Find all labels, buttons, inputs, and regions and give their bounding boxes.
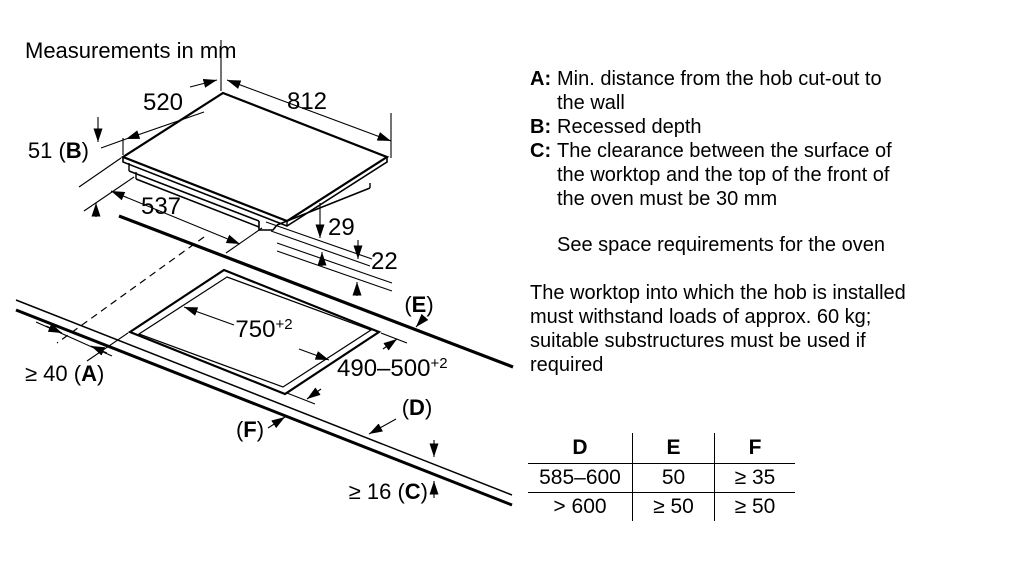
table-cell: 585–600 bbox=[528, 464, 633, 493]
table-header-d: D bbox=[528, 433, 633, 464]
dim-wall-a: ≥ 40 (A) bbox=[25, 361, 105, 386]
worktop-load-paragraph: The worktop into which the hob is installed must withstand loads of approx. 60 kg; suitable substructures must be used if required bbox=[530, 282, 906, 376]
dim-clearance-c: ≥ 16 (C) bbox=[348, 479, 428, 504]
page-title: Measurements in mm bbox=[25, 38, 237, 63]
table-cell: ≥ 50 bbox=[734, 495, 776, 518]
dim-29: 29 bbox=[328, 214, 355, 241]
dim-812: 812 bbox=[286, 88, 328, 115]
table-header-e: E bbox=[633, 433, 715, 464]
dim-750: $750^{+2}$ bbox=[235, 316, 293, 343]
label-f: (F) bbox=[235, 417, 265, 442]
definition-b: B: Recessed depth bbox=[530, 116, 702, 138]
wall-projection-dashed-line bbox=[57, 237, 204, 343]
dim-490-500: $490-500^{+2}$ bbox=[337, 355, 448, 382]
table-header-f: F bbox=[715, 433, 795, 464]
table-cell: ≥ 35 bbox=[715, 464, 795, 493]
definition-c: C: The clearance between the surface of the worktop and the top of the front of the oven must be 30 mm bbox=[530, 140, 892, 210]
table-cell: 50 bbox=[633, 464, 715, 493]
legend-definitions bbox=[530, 67, 990, 211]
label-e: (E) bbox=[404, 292, 434, 317]
worktop-back-edge bbox=[119, 216, 513, 367]
table-cell: ≥ 50 bbox=[633, 493, 715, 521]
dim-recess-b: 51 (B) bbox=[27, 138, 89, 163]
oven-space-note: See space requirements for the oven bbox=[557, 234, 885, 256]
clearance-table bbox=[528, 433, 795, 521]
table-cell: > 600 bbox=[528, 493, 633, 521]
definition-a: A: Min. distance from the hob cut-out to the wall bbox=[530, 68, 882, 114]
dim-22: 22 bbox=[371, 248, 398, 275]
label-d: (D) bbox=[401, 395, 433, 420]
dim-520: 520 bbox=[142, 89, 184, 116]
dim-537: 537 bbox=[140, 193, 182, 220]
